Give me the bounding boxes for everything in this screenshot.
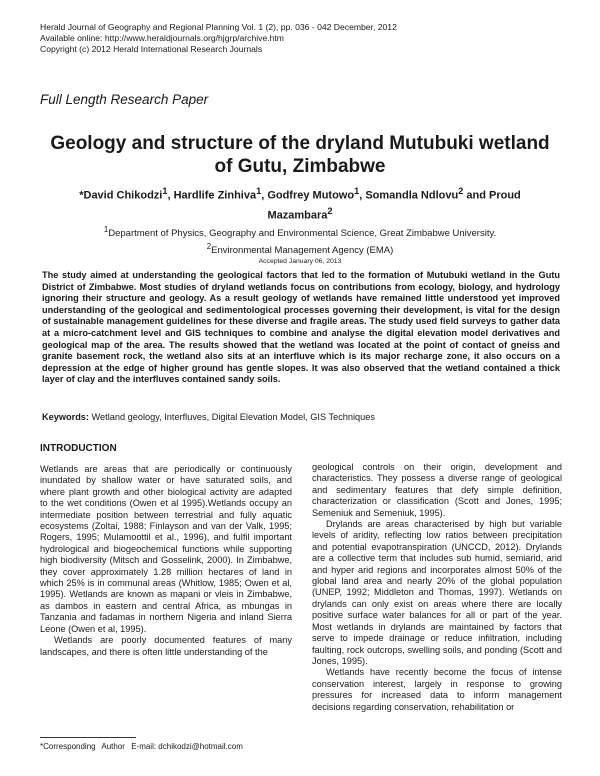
author-name: Somandla Ndlovu <box>365 189 459 202</box>
title-line-2: of Gutu, Zimbabwe <box>214 156 386 177</box>
author-sep: , <box>359 189 366 202</box>
affil-text: Department of Physics, Geography and Environmental Science, Great Zimbabwe University. <box>108 228 497 240</box>
affiliations <box>40 224 560 257</box>
right-column <box>312 462 562 713</box>
paragraph: geological controls on their origin, development and characteristics. They possess a diverse range of geological and sedimentary features that defy simple definition, characterization or classification (Scott and Jones, 1995; Semeniuk and Semeniuk, 1995). <box>312 462 562 518</box>
author-affil-sup: 2 <box>458 186 464 196</box>
author-name: Mazambara <box>267 209 328 222</box>
accepted-date: Accepted January 06, 2013 <box>258 258 342 265</box>
author-sep: , <box>167 189 174 202</box>
author-affil-sup: 1 <box>256 186 262 196</box>
journal-header <box>40 22 397 55</box>
paragraph: Wetlands are areas that are periodically or continuously inundated by shallow water or have saturated soils, and where plant growth and other biological activity are adapted to the wet conditions (Owen et al 1995).Wetlands occupy an intermediate position between terrestrial and fully aquatic ecosystems (Zoltai, 1988; Finlayson and van der Valk, 1995; Rogers, 1995; Mulamoottil et al., 1996), and fulfil important hydrological and biogeochemical functions while supporting high biodiversity (Mitsch and Gosselink, 2000). In Zimbabwe, they cover approximately 1.28 million hectares of land in which 25% is in communal areas (Whitlow, 1985; Owen et al, 1995). Wetlands are known as mapani or vleis in Zimbabwe, as dambos in eastern and central Africa, as mbungas in Tanzania and fadamas in northern Nigeria and inland Sierra Leone (Owen et al, 1995). <box>40 464 292 634</box>
affil-sup: 1 <box>103 225 109 234</box>
footnote-label: *Corresponding <box>40 742 96 751</box>
affiliation-1 <box>40 224 560 241</box>
author-and: and Proud <box>463 189 521 202</box>
journal-url: Available online: http://www.heraldjournals.org/hjgrp/archive.htm <box>40 33 284 43</box>
footnote <box>40 742 247 751</box>
author-line-2 <box>40 204 560 224</box>
paragraph: Drylands are areas characterised by high but variable levels of aridity, reflecting low ratios between precipitation and potential evapotranspiration (UNCCD, 2012). Drylands are a collective term that includes sub humid, semiarid, arid and hyper arid regions and incorporates almost 50% of the global land area and nearly 20% of the global population (UNEP, 1992; Middleton and Thomas, 1997). Wetlands on drylands can only exist on areas where there are locally positive surface water balances for all or part of the year. Most wetlands in drylands are maintained by factors that serve to impede drainage or reduce infiltration, including faulting, rock outcrops, swelling soils, and ponding (Scott and Jones, 1995). <box>312 519 562 666</box>
author-name: Godfrey Mutowo <box>267 189 355 202</box>
affiliation-2 <box>40 241 560 258</box>
author-line-1 <box>40 184 560 204</box>
author-name: *David Chikodzi <box>79 189 163 202</box>
footnote-divider <box>40 737 136 738</box>
footnote-email: E-mail: dchikodzi@hotmail.com <box>131 742 243 751</box>
title-line-1: Geology and structure of the dryland Mutubuki wetland <box>50 133 550 154</box>
abstract: The study aimed at understanding the geological factors that led to the formation of Mutubuki wetland in the Gutu District of Zimbabwe. Most studies of dryland wetlands focus on contributions from ecology, biology, and hydrology ignoring their structure and geology. As a result geology of wetlands have remained little understood yet improved understanding of the geological and sedimentological processes governing their development, is vital for the design of sustainable management guidelines for these diverse and fragile areas. The study used field surveys to gather data at a micro-catchment level and GIS techniques to combine and analyse the digital elevation model derivatives and geological map of the area. The results showed that the wetland was located at the point of contact of gneiss and granite basement rock, the wetland also sits at an interfluve which is its major recharge zone, it also occurs on a depression at the edge of higher ground has gentle slopes. It was also observed that the wetland contained a thick layer of clay and the interfluves contained sandy soils. <box>42 270 560 385</box>
paragraph: Wetlands have recently become the focus of intense conservation interest, largely in response to growing pressures for increased data to inform management decisions regarding conservation, rehabilitation or <box>312 667 562 712</box>
left-column <box>40 464 292 658</box>
paper-type: Full Length Research Paper <box>40 92 209 107</box>
author-affil-sup: 1 <box>354 186 360 196</box>
affil-sup: 2 <box>206 241 212 251</box>
author-affil-sup: 1 <box>162 186 168 196</box>
keywords-text: Wetland geology, Interfluves, Digital Elevation Model, GIS Techniques <box>88 412 375 422</box>
author-affil-sup: 2 <box>327 205 333 216</box>
paper-title <box>30 132 570 178</box>
affil-text: Environmental Management Agency (EMA) <box>211 244 394 256</box>
keywords <box>42 411 560 423</box>
keywords-label: Keywords: <box>42 412 89 422</box>
footnote-author: Author <box>101 742 125 751</box>
author-name: Hardlife Zinhiva <box>173 189 257 202</box>
section-heading: INTRODUCTION <box>40 443 117 454</box>
author-list <box>40 184 560 223</box>
paragraph: Wetlands are poorly documented features of many landscapes, and there is often little understanding of the <box>40 635 292 657</box>
author-sep: , <box>261 189 268 202</box>
journal-copyright: Copyright (c) 2012 Herald International Research Journals <box>40 44 263 54</box>
journal-citation: Herald Journal of Geography and Regional Planning Vol. 1 (2), pp. 036 - 042 December, 2012 <box>40 22 397 32</box>
